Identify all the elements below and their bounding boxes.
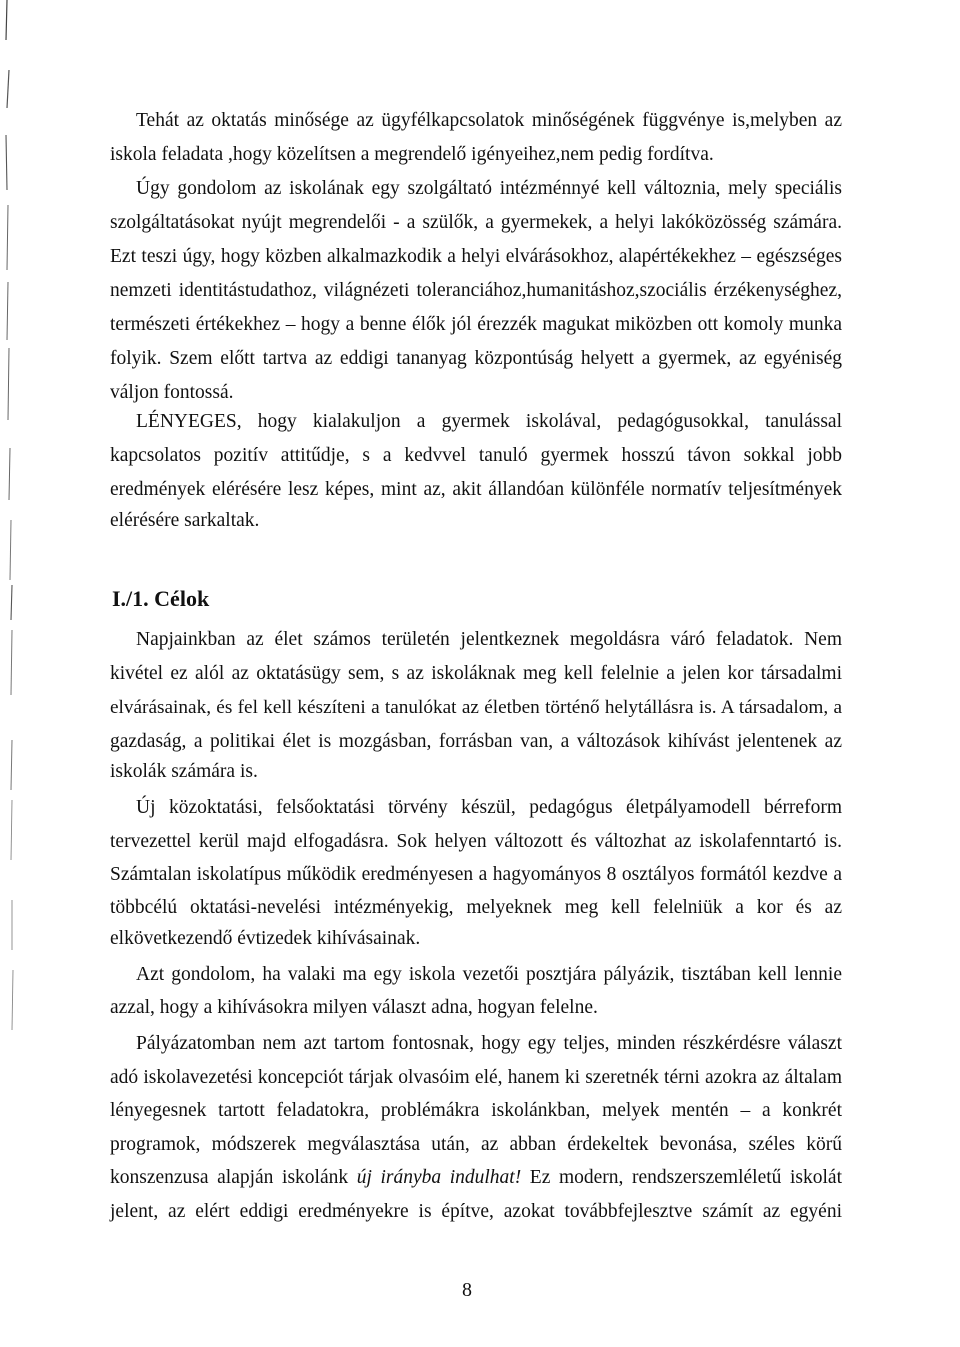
paragraph-4-line-2: kivétel ez alól az oktatásügy sem, s az iskoláknak meg kell felelnie a jelen kor társadalmi (110, 663, 842, 684)
section-heading: I./1. Célok (112, 586, 210, 611)
paragraph-2-line-7: váljon fontossá. (110, 382, 234, 403)
paragraph-6-line-1: Azt gondolom, ha valaki ma egy iskola vezetői posztjára pályázik, tisztában kell lennie (136, 964, 842, 985)
paragraph-5-line-4: többcélú oktatási-nevelési intézményekig, melyeknek meg kell felelniük a kor és az (110, 897, 842, 918)
paragraph-1-line-2: iskola feladata ,hogy közelítsen a megrendelő igényeihez,nem pedig fordítva. (110, 144, 714, 165)
paragraph-4-line-5: iskolák számára is. (110, 761, 258, 782)
paragraph-2-line-6: folyik. Szem előtt tartva az eddigi tananyag központúság helyett a gyermek, az egyéniség (110, 348, 842, 369)
paragraph-3-line-1: LÉNYEGES, hogy kialakuljon a gyermek iskolával, pedagógusokkal, tanulással (136, 411, 842, 432)
paragraph-2-line-3: Ezt teszi úgy, hogy közben alkalmazkodik a helyi elvárásokhoz, alapértékekhez – egészséges (110, 246, 842, 267)
paragraph-7-line-3: lényegesnek tartott feladatokra, problémákra iskolánkban, melyek mentén – a konkrét (110, 1100, 842, 1121)
paragraph-5-line-5: elkövetkezendő évtizedek kihívásainak. (110, 928, 421, 949)
paragraph-5-line-1: Új közoktatási, felsőoktatási törvény készül, pedagógus életpályamodell bérreform (136, 797, 842, 818)
paragraph-2-line-1: Úgy gondolom az iskolának egy szolgáltató intézménnyé kell változnia, mely speciális (136, 178, 842, 199)
paragraph-5-line-2: tervezettel kerül majd elfogadásra. Sok helyen változott és változhat az iskolafenntartó is. (110, 831, 842, 852)
paragraph-5-line-3: Számtalan iskolatípus működik eredményesen a hagyományos 8 osztályos formától kezdve a (110, 864, 842, 885)
emphasized-phrase: új irányba indulhat! (356, 1167, 522, 1188)
paragraph-4-line-4: gazdaság, a politikai élet is mozgásban, forrásban van, a változások kihívást jelentenek az (110, 731, 842, 752)
paragraph-3-line-2: kapcsolatos pozitív attitűdje, s a kedvvel tanuló gyermek hosszú távon sokkal jobb (110, 445, 842, 466)
paragraph-7-line-6: jelent, az elért eddigi eredményekre is építve, azokat továbbfejlesztve számít az egyéni (110, 1201, 842, 1222)
paragraph-2-line-5: természeti értékekhez – hogy a benne élők jól érezzék magukat miközben ott komoly munka (110, 314, 842, 335)
paragraph-1-line-1: Tehát az oktatás minősége az ügyfélkapcsolatok minőségének függvénye is,melyben az (136, 110, 842, 131)
scan-margin-marks (0, 0, 40, 1347)
page-number: 8 (462, 1279, 472, 1301)
paragraph-2-line-2: szolgáltatásokat nyújt megrendelői - a szülők, a gyermekek, a helyi lakóközösség számára. (110, 212, 842, 233)
paragraph-7-line-4: programok, módszerek megválasztása után, az abban érdekeltek bevonása, széles körű (110, 1134, 842, 1155)
paragraph-7-line-1: Pályázatomban nem azt tartom fontosnak, hogy egy teljes, minden részkérdésre választ (136, 1033, 842, 1054)
paragraph-3-line-3: eredmények elérésére lesz képes, mint az, akit állandóan különféle normatív teljesítmények (110, 479, 842, 500)
paragraph-2-line-4: nemzeti identitástudathoz, világnézeti toleranciához,humanitáshoz,szociális érzékenységhez, (110, 280, 842, 301)
paragraph-6-line-2: azzal, hogy a kihívásokra milyen választ adna, hogyan felelne. (110, 997, 598, 1018)
paragraph-7-line-5: konszenzusa alapján iskolánk új irányba indulhat! Ez modern, rendszerszemléletű iskolát (110, 1167, 842, 1188)
paragraph-7-line-2: adó iskolavezetési koncepciót tárjak olvasóim elé, hanem ki szeretnék térni azokra az általam (110, 1067, 842, 1088)
paragraph-4-line-3: elvárásainak, és fel kell készíteni a tanulókat az életben történő helytállásra is. A társadalom, a (110, 697, 842, 718)
paragraph-3-line-4: elérésére sarkaltak. (110, 510, 260, 531)
paragraph-4-line-1: Napjainkban az élet számos területén jelentkeznek megoldásra váró feladatok. Nem (136, 629, 842, 650)
